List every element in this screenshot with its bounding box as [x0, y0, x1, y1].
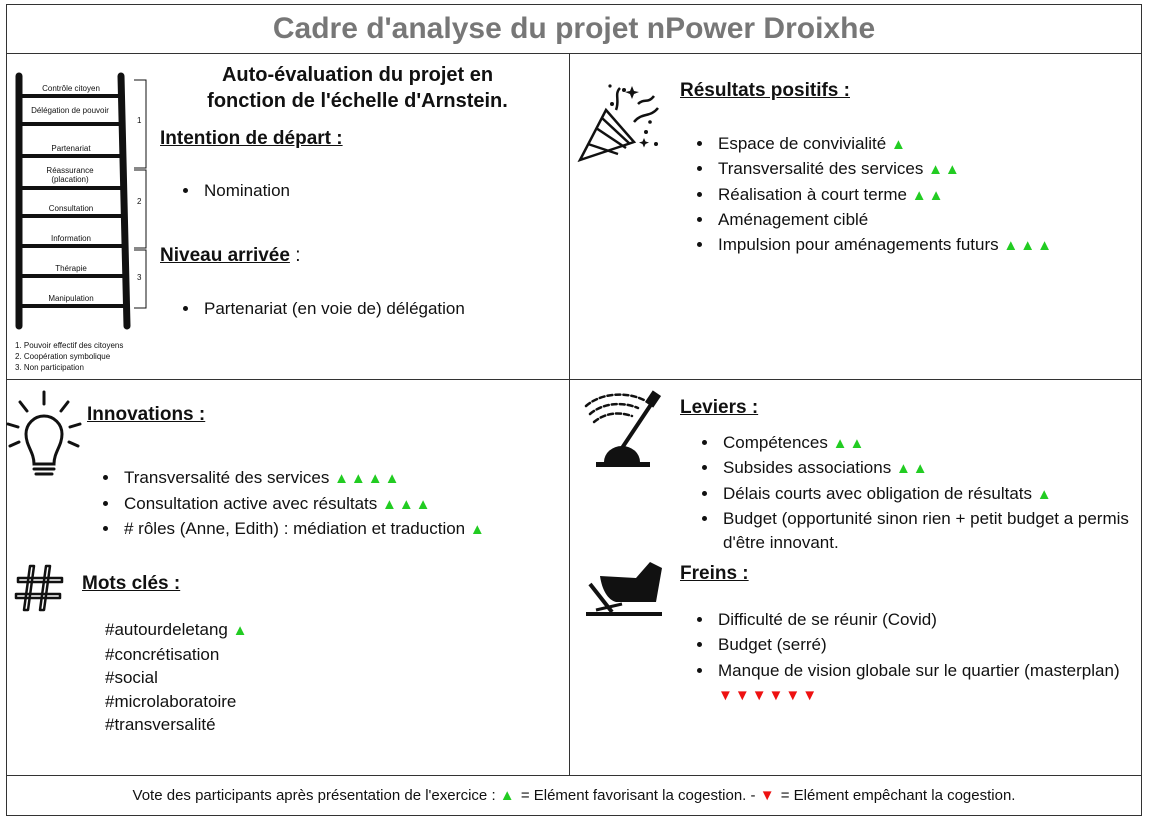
vote-legend-footer: [6, 776, 1142, 816]
ladder-rung-label: Information: [50, 234, 92, 243]
ladder-rung-label: Manipulation: [48, 294, 94, 303]
item-text: Difficulté de se réunir (Covid): [718, 610, 937, 629]
vote-marks: ▼▼▼▼▼▼: [718, 686, 820, 704]
item-text: Transversalité des services: [718, 159, 924, 179]
resultats-heading: Résultats positifs :: [680, 80, 850, 101]
vote-marks: ▲: [890, 136, 908, 153]
page-title: Cadre d'analyse du projet nPower Droixhe: [6, 4, 1142, 54]
list-item: [714, 208, 1054, 233]
list-item: [714, 608, 1144, 633]
legend-item: 2. Coopération symbolique: [15, 352, 111, 361]
lever-icon: [582, 386, 666, 470]
tag-list: [105, 618, 249, 737]
niveau-list: [178, 299, 465, 319]
intention-list: [178, 181, 290, 201]
list-item: [714, 132, 1054, 157]
list-item: [714, 183, 1054, 208]
list-item: [120, 466, 487, 492]
vertical-divider: [569, 54, 570, 776]
list-item: [719, 456, 1149, 481]
legend-item: 3. Non participation: [15, 363, 84, 372]
tag-text: #autourdeletang: [105, 620, 228, 639]
ladder-rung-label: Délégation de pouvoir: [31, 106, 109, 115]
item-text: Compétences: [723, 433, 828, 452]
vote-marks: ▲▲: [928, 161, 962, 179]
list-item: [719, 507, 1149, 557]
innovations-heading: Innovations :: [87, 404, 206, 425]
bracket-number: 1: [137, 116, 142, 125]
vote-marks: ▲: [469, 521, 487, 538]
mots-cles-heading: Mots clés :: [82, 573, 181, 594]
bracket-number: 2: [137, 197, 142, 206]
innovations-list: [98, 466, 487, 543]
item-text: Consultation active avec résultats: [124, 493, 378, 513]
leviers-heading: Leviers :: [680, 397, 759, 418]
item-text: Budget (opportunité sinon rien + petit budget a permis d'être innovant.: [723, 508, 1129, 553]
niveau-heading-row: [160, 245, 300, 267]
vote-marks: ▲▲: [895, 460, 930, 478]
intention-heading: Intention de départ :: [160, 128, 343, 149]
footer-text: = Elément favorisant la cogestion. -: [520, 787, 756, 804]
niveau-heading: Niveau arrivée: [160, 245, 290, 266]
ladder-rung-label: Consultation: [48, 204, 94, 213]
tag-item: #social: [105, 668, 158, 687]
item-text: Réalisation à court terme: [718, 184, 907, 204]
ladder-legend: [15, 340, 123, 373]
horizontal-divider: [6, 379, 1142, 380]
vote-marks: ▲▲▲: [381, 495, 433, 513]
list-item: • Partenariat (en voie de) délégation: [200, 299, 465, 319]
item-text: Espace de convivialité: [718, 134, 887, 153]
tag-item: [105, 618, 249, 643]
arnstein-heading-line: fonction de l'échelle d'Arnstein.: [207, 90, 508, 112]
tag-item: #transversalité: [105, 715, 216, 734]
footer-text: = Elément empêchant la cogestion.: [780, 787, 1016, 804]
list-item: • Nomination: [200, 181, 290, 201]
freins-heading: Freins :: [680, 563, 749, 584]
vote-marks: ▲▲: [832, 435, 867, 452]
lightbulb-icon: [6, 390, 82, 480]
freins-list: [692, 608, 1144, 708]
item-text: Budget (serré): [718, 635, 827, 655]
list-item: [719, 482, 1149, 507]
list-item: [714, 633, 1144, 658]
list-item: [714, 233, 1054, 258]
list-item: [714, 157, 1054, 182]
item-text: # rôles (Anne, Edith) : médiation et traduction: [124, 519, 466, 538]
vote-marks: ▲: [1036, 485, 1054, 503]
vote-marks: ▲▲▲: [1003, 237, 1054, 255]
item-text: Aménagement ciblé: [718, 209, 869, 229]
brake-pedal-icon: [582, 556, 666, 618]
arnstein-heading-line: Auto-évaluation du projet en: [221, 64, 494, 86]
arnstein-heading: [160, 62, 555, 114]
down-triangle-icon: ▼: [759, 787, 777, 804]
item-text: Impulsion pour aménagements futurs: [718, 235, 999, 255]
ladder-rung-label: Réassurance (placation): [46, 166, 94, 184]
tag-item: #concrétisation: [105, 644, 220, 664]
ladder-rung-label: Contrôle citoyen: [42, 84, 100, 93]
resultats-list: [692, 132, 1054, 258]
party-popper-icon: [576, 82, 666, 172]
footer-text: Vote des participants après présentation de l'exercice :: [132, 787, 496, 804]
list-item: [120, 492, 487, 518]
list-item: [120, 517, 487, 543]
item-text: Subsides associations: [723, 458, 892, 478]
ladder-rung-label: Partenariat: [51, 144, 91, 153]
tag-item: #microlaboratoire: [105, 691, 237, 711]
vote-marks: ▲▲▲▲: [334, 470, 402, 487]
vote-marks: ▲: [232, 622, 250, 639]
legend-item: 1. Pouvoir effectif des citoyens: [15, 341, 124, 350]
item-text: Manque de vision globale sur le quartier (masterplan): [718, 660, 1120, 680]
leviers-list: [697, 431, 1149, 556]
ladder-rung-label: Thérapie: [55, 264, 87, 273]
niveau-colon: :: [289, 245, 301, 266]
item-text: Transversalité des services: [124, 468, 330, 487]
bracket-number: 3: [137, 273, 142, 282]
up-triangle-icon: ▲: [499, 787, 517, 804]
list-item: [714, 659, 1144, 709]
list-item: [719, 431, 1149, 456]
item-text: Délais courts avec obligation de résultats: [723, 483, 1032, 503]
hashtag-icon: [14, 562, 66, 614]
vote-marks: ▲▲: [911, 186, 946, 204]
